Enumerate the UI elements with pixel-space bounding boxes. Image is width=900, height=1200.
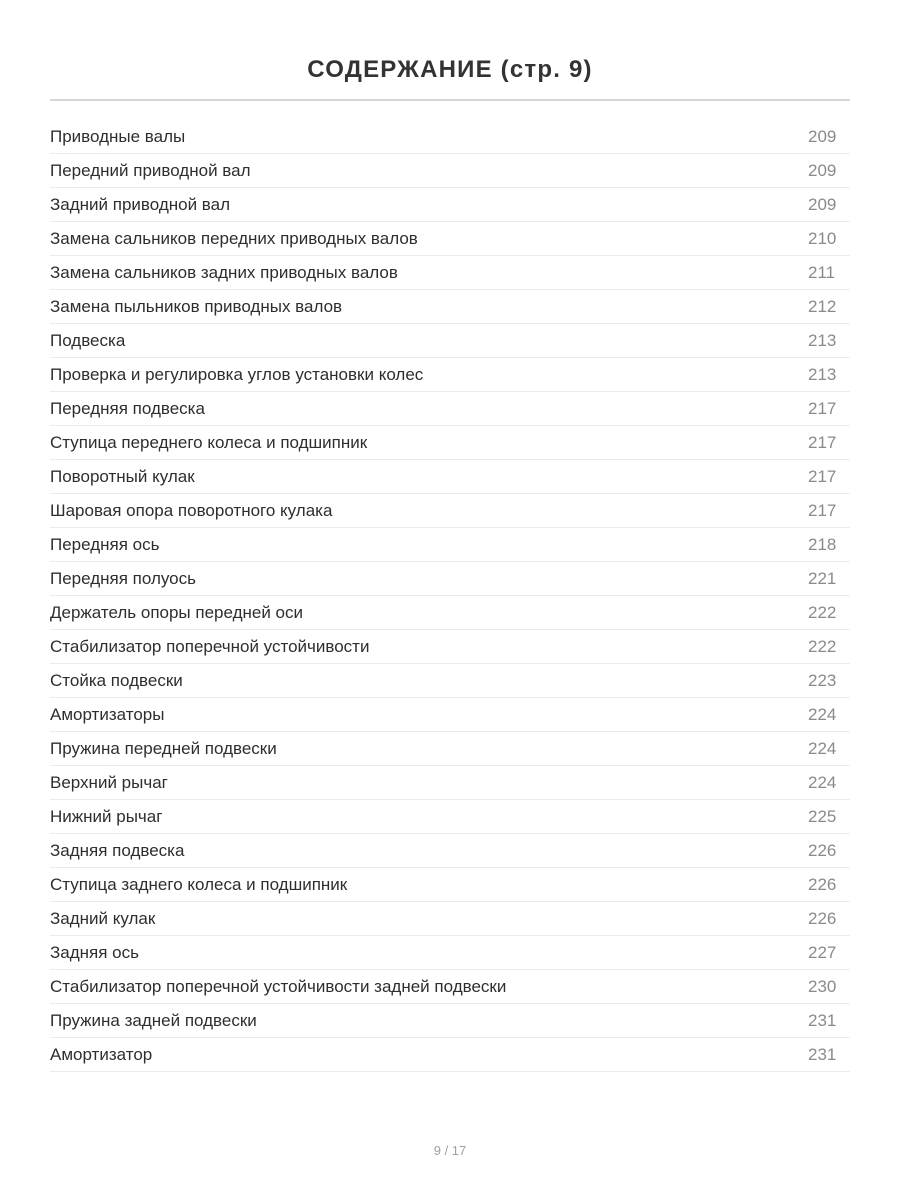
toc-entry[interactable] (50, 562, 850, 596)
toc-entry-page-number: 224 (808, 772, 837, 792)
page-number-indicator: 9 / 17 (433, 1143, 467, 1158)
toc-entry-title: Передняя полуось (50, 568, 196, 588)
toc-entry-page-number: 209 (808, 126, 837, 146)
toc-entry[interactable] (50, 290, 850, 324)
toc-entry[interactable] (50, 868, 850, 902)
toc-entry-title: Ступица переднего колеса и подшипник (50, 432, 368, 452)
toc-entry-title: Амортизаторы (50, 704, 165, 724)
toc-entry-page-number: 222 (808, 602, 837, 622)
toc-entry-title: Замена сальников передних приводных валов (50, 228, 418, 248)
toc-entry-page-number: 211 (808, 262, 836, 282)
toc-entry-title: Шаровая опора поворотного кулака (50, 500, 333, 520)
toc-entry-page-number: 209 (808, 160, 837, 180)
toc-entry[interactable] (50, 970, 850, 1004)
page-title: СОДЕРЖАНИЕ (стр. 9) (307, 56, 593, 84)
toc-entry-page-number: 226 (808, 874, 837, 894)
toc-entry[interactable] (50, 698, 850, 732)
toc-entry-page-number: 212 (808, 296, 837, 316)
toc-entry-title: Задняя подвеска (50, 840, 185, 860)
toc-entry-title: Стабилизатор поперечной устойчивости задней подвески (50, 976, 507, 996)
toc-entry-page-number: 209 (808, 194, 837, 214)
toc-entry-title: Поворотный кулак (50, 466, 195, 486)
toc-entry-title: Передняя подвеска (50, 398, 205, 418)
toc-entry[interactable] (50, 902, 850, 936)
toc-entry-title: Проверка и регулировка углов установки колес (50, 364, 424, 384)
toc-entry[interactable] (50, 358, 850, 392)
toc-entry-title: Пружина задней подвески (50, 1010, 257, 1030)
toc-entry-title: Подвеска (50, 330, 126, 350)
toc-entry-page-number: 226 (808, 840, 837, 860)
toc-entry[interactable] (50, 528, 850, 562)
toc-entry[interactable] (50, 256, 850, 290)
toc-entry-page-number: 217 (808, 466, 837, 486)
toc-entry-title: Держатель опоры передней оси (50, 602, 303, 622)
toc-entry[interactable] (50, 664, 850, 698)
toc-entry-title: Задний кулак (50, 908, 156, 928)
toc-entry-page-number: 210 (808, 228, 837, 248)
toc-entry-page-number: 213 (808, 330, 837, 350)
toc-entry[interactable] (50, 630, 850, 664)
toc-entry-page-number: 226 (808, 908, 837, 928)
toc-entry-title: Ступица заднего колеса и подшипник (50, 874, 348, 894)
toc-entry-title: Пружина передней подвески (50, 738, 277, 758)
toc-entry-page-number: 218 (808, 534, 837, 554)
toc-entry-title: Стойка подвески (50, 670, 183, 690)
toc-entry-title: Верхний рычаг (50, 772, 168, 792)
toc-entry-page-number: 217 (808, 500, 837, 520)
toc-entry-page-number: 213 (808, 364, 837, 384)
toc-entry-page-number: 217 (808, 432, 837, 452)
toc-entry[interactable] (50, 1038, 850, 1072)
toc-entry[interactable] (50, 324, 850, 358)
toc-entry[interactable] (50, 120, 850, 154)
toc-entry-page-number: 225 (808, 806, 837, 826)
toc-entry-title: Стабилизатор поперечной устойчивости (50, 636, 370, 656)
toc-entry-page-number: 231 (808, 1010, 837, 1030)
title-divider (50, 99, 850, 101)
toc-entry-title: Амортизатор (50, 1044, 153, 1064)
toc-entry-title: Приводные валы (50, 126, 186, 146)
toc-entry-title: Передний приводной вал (50, 160, 251, 180)
toc-entry-title: Нижний рычаг (50, 806, 163, 826)
toc-entry-title: Передняя ось (50, 534, 160, 554)
toc-entry[interactable] (50, 494, 850, 528)
toc-entry-page-number: 224 (808, 738, 837, 758)
toc-entry-title: Задний приводной вал (50, 194, 231, 214)
toc-entry[interactable] (50, 392, 850, 426)
toc-entry[interactable] (50, 154, 850, 188)
toc-entry[interactable] (50, 1004, 850, 1038)
table-of-contents (50, 120, 850, 1072)
toc-entry[interactable] (50, 936, 850, 970)
toc-entry-page-number: 221 (808, 568, 837, 588)
toc-entry-page-number: 217 (808, 398, 837, 418)
toc-entry[interactable] (50, 596, 850, 630)
toc-entry[interactable] (50, 188, 850, 222)
toc-entry[interactable] (50, 800, 850, 834)
toc-entry-page-number: 224 (808, 704, 837, 724)
toc-entry-page-number: 222 (808, 636, 837, 656)
toc-entry-page-number: 231 (808, 1044, 837, 1064)
toc-entry[interactable] (50, 732, 850, 766)
toc-entry-page-number: 227 (808, 942, 837, 962)
toc-entry[interactable] (50, 834, 850, 868)
toc-entry-title: Замена сальников задних приводных валов (50, 262, 398, 282)
toc-entry[interactable] (50, 426, 850, 460)
toc-entry[interactable] (50, 460, 850, 494)
toc-entry-page-number: 223 (808, 670, 837, 690)
toc-entry-page-number: 230 (808, 976, 837, 996)
toc-entry-title: Замена пыльников приводных валов (50, 296, 343, 316)
toc-entry[interactable] (50, 222, 850, 256)
toc-entry-title: Задняя ось (50, 942, 139, 962)
toc-entry[interactable] (50, 766, 850, 800)
